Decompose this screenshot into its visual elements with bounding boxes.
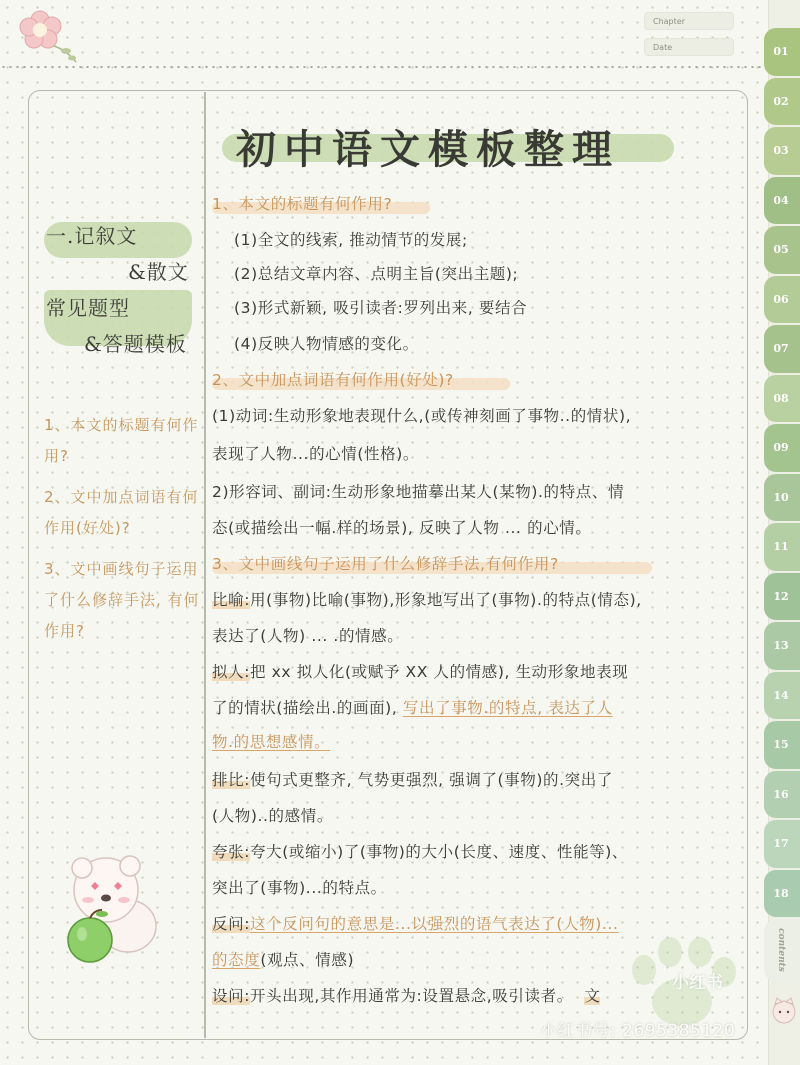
watermark-logo: 小红书 bbox=[672, 973, 723, 993]
tab-17[interactable]: 17 bbox=[764, 820, 800, 868]
sidebar-heading-line: &答题模板 bbox=[84, 332, 187, 356]
sidebar-heading-line: 一.记叙文 bbox=[46, 224, 138, 248]
answer-line: 2)形容词、副词:生动形象地描摹出某人(某物).的特点、情 bbox=[212, 483, 625, 501]
tab-15[interactable]: 15 bbox=[764, 721, 800, 769]
tab-11[interactable]: 11 bbox=[764, 523, 800, 571]
rhetoric-underlined-text: 的态度 bbox=[212, 951, 261, 969]
page-title: 初中语文模板整理 bbox=[236, 126, 620, 173]
header-divider bbox=[0, 66, 768, 68]
date-field[interactable]: Date bbox=[644, 38, 734, 56]
tab-09[interactable]: 09 bbox=[764, 424, 800, 472]
answer-line: 表现了人物...的心情(性格)。 bbox=[212, 445, 419, 463]
sidebar-heading-line: &散文 bbox=[128, 260, 189, 284]
answer-line: 表达了(人物) ... .的情感。 bbox=[212, 627, 404, 645]
sidebar-question-2[interactable]: 2、文中加点词语有何作用(好处)? bbox=[44, 488, 199, 537]
chapter-field[interactable]: Chapter bbox=[644, 12, 734, 30]
answer-line bbox=[212, 948, 354, 970]
rhetoric-underlined-text: 写出了事物.的特点, 表达了人 bbox=[402, 699, 613, 717]
question-2: 2、文中加点词语有何作用(好处)? bbox=[212, 371, 454, 389]
rhetoric-rhetorical-question bbox=[212, 912, 619, 934]
tab-18[interactable]: 18 bbox=[764, 870, 800, 918]
answer-line: 突出了(事物)...的特点。 bbox=[212, 879, 387, 897]
tab-07[interactable]: 07 bbox=[764, 325, 800, 373]
rhetoric-label: 设问: bbox=[212, 987, 251, 1005]
tab-13[interactable]: 13 bbox=[764, 622, 800, 670]
tab-03[interactable]: 03 bbox=[764, 127, 800, 175]
sidebar-heading-line: 常见题型 bbox=[46, 296, 130, 320]
tab-contents-label: contents bbox=[776, 928, 786, 972]
rhetoric-label: 拟人: bbox=[212, 663, 251, 681]
rhetoric-text: 用(事物)比喻(事物),形象地写出了(事物).的特点(情态), bbox=[250, 591, 642, 609]
answer-line: (4)反映人物情感的变化。 bbox=[234, 335, 419, 353]
rhetoric-underlined-text: 这个反问句的意思是...以强烈的语气表达了(人物)... bbox=[250, 915, 619, 933]
flower-sticker-icon bbox=[14, 6, 84, 66]
tab-12[interactable]: 12 bbox=[764, 573, 800, 621]
tab-contents[interactable] bbox=[764, 919, 800, 981]
tab-05[interactable]: 05 bbox=[764, 226, 800, 274]
rhetoric-trailing: 文 bbox=[584, 987, 601, 1005]
rhetoric-text: 夸大(或缩小)了(事物)的大小(长度、速度、性能等)、 bbox=[250, 843, 629, 861]
rhetoric-text: (观点、情感) bbox=[260, 951, 355, 969]
answer-line: (人物)..的感情。 bbox=[212, 807, 333, 825]
rhetoric-text: 开头出现,其作用通常为:设置悬念,吸引读者。 bbox=[250, 987, 573, 1005]
tab-14[interactable]: 14 bbox=[764, 672, 800, 720]
watermark-text: 小红书号: 2695385120 bbox=[540, 1021, 736, 1041]
title-block bbox=[216, 116, 676, 173]
sidebar-question-1[interactable]: 1、本文的标题有何作用? bbox=[44, 416, 199, 465]
rhetoric-label: 夸张: bbox=[212, 843, 251, 861]
sidebar-divider bbox=[204, 92, 206, 1038]
rhetoric-text: 把 xx 拟人化(或赋予 XX 人的情感), 生动形象地表现 bbox=[250, 663, 629, 681]
rhetoric-label: 比喻: bbox=[212, 591, 251, 609]
rhetoric-metaphor bbox=[212, 588, 642, 610]
rhetoric-self-question bbox=[212, 984, 600, 1006]
tab-02[interactable]: 02 bbox=[764, 78, 800, 126]
sidebar-question-3[interactable]: 3、文中画线句子运用了什么修辞手法, 有何作用? bbox=[44, 560, 200, 640]
rhetoric-parallelism bbox=[212, 768, 613, 790]
answer-line: (1)全文的线索, 推动情节的发展; bbox=[234, 231, 468, 249]
answer-line bbox=[212, 696, 613, 718]
tab-04[interactable]: 04 bbox=[764, 177, 800, 225]
rhetoric-label: 排比: bbox=[212, 771, 251, 789]
question-3: 3、文中画线句子运用了什么修辞手法,有何作用? bbox=[212, 555, 559, 573]
answer-line: 态(或描绘出一幅.样的场景), 反映了人物 ... 的心情。 bbox=[212, 519, 592, 537]
answer-line bbox=[212, 730, 330, 752]
answer-line: (1)动词:生动形象地表现什么,(或传神刻画了事物..的情状), bbox=[212, 407, 632, 425]
rhetoric-personification bbox=[212, 660, 628, 682]
question-1: 1、本文的标题有何作用? bbox=[212, 195, 393, 213]
section-tabs bbox=[764, 28, 800, 983]
tab-01[interactable]: 01 bbox=[764, 28, 800, 76]
rhetoric-underlined-text: 物.的思想感情。 bbox=[212, 733, 331, 751]
tab-08[interactable]: 08 bbox=[764, 375, 800, 423]
answer-line: (3)形式新颖, 吸引读者:罗列出来, 要结合 bbox=[234, 299, 528, 317]
answer-line: (2)总结文章内容、点明主旨(突出主题); bbox=[234, 265, 519, 283]
tab-10[interactable]: 10 bbox=[764, 474, 800, 522]
cat-sticker-icon bbox=[764, 990, 800, 1030]
rhetoric-label: 反问: bbox=[212, 915, 251, 933]
tab-06[interactable]: 06 bbox=[764, 276, 800, 324]
rhetoric-text: 使句式更整齐, 气势更强烈, 强调了(事物)的.突出了 bbox=[250, 771, 613, 789]
rhetoric-hyperbole bbox=[212, 840, 628, 862]
rhetoric-text: 了的情状(描绘出.的画面), bbox=[212, 699, 398, 717]
tab-16[interactable]: 16 bbox=[764, 771, 800, 819]
bear-sticker-icon bbox=[56, 848, 166, 966]
